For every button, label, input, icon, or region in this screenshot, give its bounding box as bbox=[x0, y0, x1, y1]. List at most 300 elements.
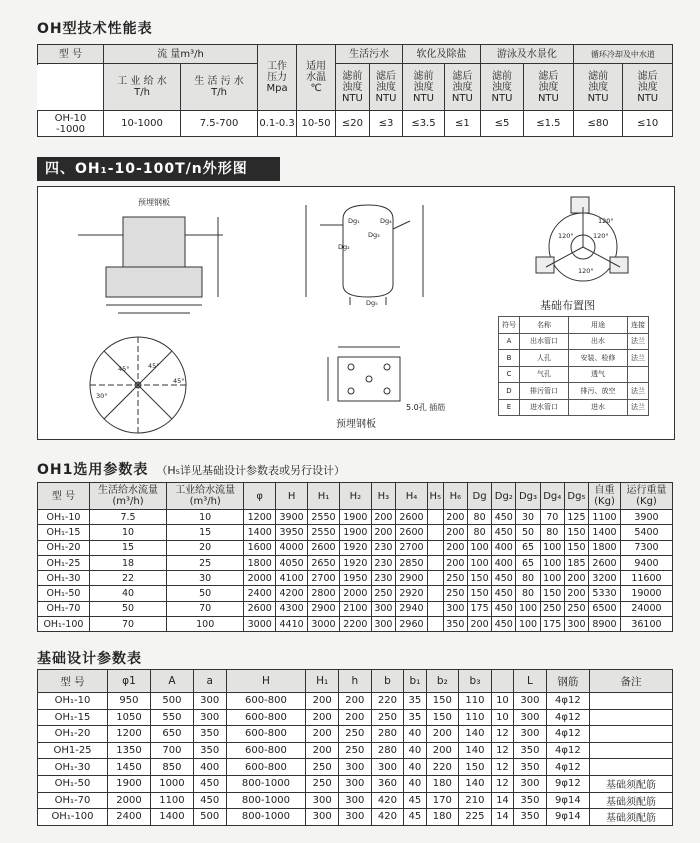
cell: 220 bbox=[371, 693, 404, 710]
cell: 2600 bbox=[589, 555, 621, 570]
legend-cell: 法兰 bbox=[628, 350, 649, 367]
cell: 4050 bbox=[276, 555, 308, 570]
foundation-table bbox=[37, 669, 673, 826]
cell: OH₁-10 bbox=[38, 693, 108, 710]
cell: 650 bbox=[150, 726, 193, 743]
cell: 200 bbox=[564, 571, 588, 586]
legend-cell: 气孔 bbox=[520, 366, 569, 383]
cell: 230 bbox=[371, 571, 395, 586]
legend-cell: 法兰 bbox=[628, 399, 649, 416]
cell: 125 bbox=[564, 510, 588, 525]
cell: 300 bbox=[338, 809, 371, 826]
table-row bbox=[38, 540, 673, 555]
legend-row bbox=[499, 333, 649, 350]
cell: 14 bbox=[491, 809, 513, 826]
cell: OH₁-100 bbox=[38, 809, 108, 826]
col-header: Dg₅ bbox=[564, 483, 588, 510]
cell: 2960 bbox=[396, 617, 428, 632]
cell: 45 bbox=[404, 792, 426, 809]
cell: 200 bbox=[426, 726, 459, 743]
cell: OH₁-50 bbox=[38, 586, 90, 601]
cell: 220 bbox=[426, 759, 459, 776]
cell: OH₁-25 bbox=[38, 555, 90, 570]
cell: 6500 bbox=[589, 601, 621, 616]
cell: 100 bbox=[540, 555, 564, 570]
cell: 600-800 bbox=[226, 709, 306, 726]
cell: 2850 bbox=[396, 555, 428, 570]
cell: 7.5 bbox=[89, 510, 166, 525]
cell: 350 bbox=[514, 742, 547, 759]
cell: 4000 bbox=[276, 540, 308, 555]
cell: 450 bbox=[492, 601, 516, 616]
col-header: b₁ bbox=[404, 670, 426, 693]
col-header: H₁ bbox=[308, 483, 340, 510]
cell: 600-800 bbox=[226, 693, 306, 710]
cell: 350 bbox=[443, 617, 467, 632]
cell: 20 bbox=[167, 540, 244, 555]
group-2: 游泳及水景化 bbox=[480, 45, 573, 64]
cell: 500 bbox=[193, 809, 226, 826]
cell: 300 bbox=[514, 693, 547, 710]
cell: 1000 bbox=[150, 775, 193, 792]
foundation-layout-label: 基础布置图 bbox=[540, 299, 595, 312]
cell: 450 bbox=[492, 571, 516, 586]
cell: 150 bbox=[426, 709, 459, 726]
cell: OH₁-30 bbox=[38, 571, 90, 586]
angle-label: 120° bbox=[578, 267, 594, 275]
cell: 1900 bbox=[108, 775, 151, 792]
tank-label: Dg₂ bbox=[338, 243, 350, 251]
cell: 10 bbox=[89, 525, 166, 540]
cell: 9φ12 bbox=[546, 775, 589, 792]
legend-cell: 法兰 bbox=[628, 383, 649, 400]
col-header: h bbox=[338, 670, 371, 693]
cell: 65 bbox=[516, 555, 540, 570]
cell: 4φ12 bbox=[546, 693, 589, 710]
cell: 225 bbox=[459, 809, 492, 826]
group-0: 生活污水 bbox=[336, 45, 403, 64]
found-title: 基础设计参数表 bbox=[37, 651, 142, 667]
col-header: 自重 (Kg) bbox=[589, 483, 621, 510]
cell: 2200 bbox=[339, 617, 371, 632]
col-header: H₂ bbox=[339, 483, 371, 510]
cell: 200 bbox=[306, 693, 339, 710]
col-header: H₃ bbox=[371, 483, 395, 510]
cell: 300 bbox=[338, 775, 371, 792]
cell: 2900 bbox=[396, 571, 428, 586]
angle-label: 120° bbox=[598, 217, 614, 225]
cell: 100 bbox=[467, 540, 491, 555]
legend-cell: 出水 bbox=[569, 333, 628, 350]
legend-cell: 法兰 bbox=[628, 333, 649, 350]
table-row bbox=[38, 775, 673, 792]
legend-table bbox=[498, 316, 649, 416]
cell: 550 bbox=[150, 709, 193, 726]
legend-header: 名称 bbox=[520, 317, 569, 334]
cell: 1400 bbox=[150, 809, 193, 826]
cell: 15 bbox=[167, 525, 244, 540]
cell: 150 bbox=[459, 759, 492, 776]
cell: 40 bbox=[404, 775, 426, 792]
sel-note: （H₅详见基础设计参数表或另行设计） bbox=[156, 464, 346, 477]
cell: OH₁-50 bbox=[38, 775, 108, 792]
table-row bbox=[38, 709, 673, 726]
cell: 40 bbox=[404, 742, 426, 759]
cell: 45 bbox=[404, 809, 426, 826]
cell: 280 bbox=[371, 726, 404, 743]
cell: ≤5 bbox=[480, 111, 523, 137]
cell: 7300 bbox=[620, 540, 672, 555]
col-header: 运行重量 (Kg) bbox=[620, 483, 672, 510]
legend-row bbox=[499, 383, 649, 400]
table-row bbox=[38, 111, 673, 137]
cell: 110 bbox=[459, 693, 492, 710]
cell: 2800 bbox=[308, 586, 340, 601]
cell: 2600 bbox=[396, 510, 428, 525]
cell: OH₁-15 bbox=[38, 525, 90, 540]
tank-label: Dg₅ bbox=[366, 299, 378, 307]
cell: 1050 bbox=[108, 709, 151, 726]
cell: 80 bbox=[516, 586, 540, 601]
cell: 35 bbox=[404, 709, 426, 726]
col-header: Dg₂ bbox=[492, 483, 516, 510]
cell: 400 bbox=[193, 759, 226, 776]
table-row bbox=[38, 601, 673, 616]
cell: 1350 bbox=[108, 742, 151, 759]
cell: 2400 bbox=[108, 809, 151, 826]
cell: 230 bbox=[371, 555, 395, 570]
cell: 200 bbox=[306, 742, 339, 759]
cell: 350 bbox=[514, 809, 547, 826]
cell: 250 bbox=[338, 742, 371, 759]
sub-before: 滤前 浊度 NTU bbox=[403, 64, 445, 111]
legend-header: 用途 bbox=[569, 317, 628, 334]
cell: 4φ12 bbox=[546, 726, 589, 743]
legend-cell: 排污、放空 bbox=[569, 383, 628, 400]
cell bbox=[590, 726, 673, 743]
cell: 800-1000 bbox=[226, 792, 306, 809]
cell bbox=[427, 617, 443, 632]
section-banner: 四、OH₁-10-100T/n外形图 bbox=[37, 157, 280, 181]
col-header: b₂ bbox=[426, 670, 459, 693]
cell: 70 bbox=[167, 601, 244, 616]
col-header: 型 号 bbox=[38, 670, 108, 693]
table-row bbox=[38, 555, 673, 570]
cell: OH₁-10 bbox=[38, 510, 90, 525]
cell: 100 bbox=[516, 617, 540, 632]
cell bbox=[590, 759, 673, 776]
cell: OH₁-20 bbox=[38, 540, 90, 555]
cell: 12 bbox=[491, 759, 513, 776]
col-header: φ1 bbox=[108, 670, 151, 693]
cell: 450 bbox=[193, 792, 226, 809]
performance-table bbox=[37, 44, 673, 137]
cell: 175 bbox=[540, 617, 564, 632]
cell: 200 bbox=[426, 742, 459, 759]
cell: 200 bbox=[371, 510, 395, 525]
cell: 150 bbox=[426, 693, 459, 710]
col-header: b₃ bbox=[459, 670, 492, 693]
cell: 2000 bbox=[244, 571, 276, 586]
cell: ≤80 bbox=[573, 111, 623, 137]
cell: 950 bbox=[108, 693, 151, 710]
cell: 250 bbox=[338, 726, 371, 743]
legend-cell: D bbox=[499, 383, 520, 400]
sel-title: OH1选用参数表 bbox=[37, 462, 149, 478]
legend-cell: 透气 bbox=[569, 366, 628, 383]
cell: 基础须配筋 bbox=[590, 792, 673, 809]
cell: 12 bbox=[491, 726, 513, 743]
cell: 2650 bbox=[308, 555, 340, 570]
cell: 1450 bbox=[108, 759, 151, 776]
cell bbox=[590, 693, 673, 710]
cell: 250 bbox=[371, 709, 404, 726]
cell: 300 bbox=[564, 617, 588, 632]
cell: 185 bbox=[564, 555, 588, 570]
cell: 1920 bbox=[339, 540, 371, 555]
cell bbox=[427, 555, 443, 570]
cell: 基础须配筋 bbox=[590, 775, 673, 792]
cell: 80 bbox=[516, 571, 540, 586]
cell: 12 bbox=[491, 775, 513, 792]
cell: 1600 bbox=[244, 540, 276, 555]
col-header: 生活给水流量 (m³/h) bbox=[89, 483, 166, 510]
col-header: H₁ bbox=[306, 670, 339, 693]
cell: 8900 bbox=[589, 617, 621, 632]
cell: 300 bbox=[338, 759, 371, 776]
cell: 100 bbox=[540, 540, 564, 555]
cell: 700 bbox=[150, 742, 193, 759]
cell: 250 bbox=[306, 759, 339, 776]
cell: 200 bbox=[306, 709, 339, 726]
cell: 500 bbox=[150, 693, 193, 710]
sub-before: 滤前 浊度 NTU bbox=[480, 64, 523, 111]
cell: 1800 bbox=[244, 555, 276, 570]
cell: 5330 bbox=[589, 586, 621, 601]
cell: 100 bbox=[540, 571, 564, 586]
cell: 180 bbox=[426, 775, 459, 792]
legend-cell: 人孔 bbox=[520, 350, 569, 367]
col-header: 工业给水流量 (m³/h) bbox=[167, 483, 244, 510]
tank-label: Dg₄ bbox=[380, 217, 392, 225]
cell: 100 bbox=[516, 601, 540, 616]
col-header: 钢筋 bbox=[546, 670, 589, 693]
cell: 15 bbox=[89, 540, 166, 555]
cell: 2100 bbox=[339, 601, 371, 616]
h-flow: 流 量m³/h bbox=[104, 45, 258, 64]
sub-after: 滤后 浊度 NTU bbox=[444, 64, 480, 111]
legend-header: 符号 bbox=[499, 317, 520, 334]
cell: 350 bbox=[193, 726, 226, 743]
cell: 9φ14 bbox=[546, 792, 589, 809]
cell: 300 bbox=[193, 709, 226, 726]
cell: 600-800 bbox=[226, 759, 306, 776]
cell bbox=[590, 709, 673, 726]
cell: 100 bbox=[467, 555, 491, 570]
cell: 19000 bbox=[620, 586, 672, 601]
table-row bbox=[38, 693, 673, 710]
bolt-label: 5.0孔 插筋 bbox=[406, 403, 446, 412]
cell: 7.5-700 bbox=[181, 111, 258, 137]
col-header: H₆ bbox=[443, 483, 467, 510]
cell bbox=[590, 742, 673, 759]
legend-cell: 出水管口 bbox=[520, 333, 569, 350]
cell: 2940 bbox=[396, 601, 428, 616]
h-domestic: 生 活 污 水 T/h bbox=[181, 64, 258, 111]
cell: OH₁-20 bbox=[38, 726, 108, 743]
cell: 4φ12 bbox=[546, 742, 589, 759]
cell: 150 bbox=[467, 586, 491, 601]
cell: 250 bbox=[564, 601, 588, 616]
cell: ≤1.5 bbox=[524, 111, 574, 137]
cell: 300 bbox=[514, 775, 547, 792]
table-row bbox=[38, 726, 673, 743]
cell: 300 bbox=[338, 792, 371, 809]
cell: OH₁-15 bbox=[38, 709, 108, 726]
col-header: 备注 bbox=[590, 670, 673, 693]
cell bbox=[427, 510, 443, 525]
tank-label: Dg₃ bbox=[368, 231, 380, 239]
cell: 450 bbox=[492, 510, 516, 525]
col-header: H₄ bbox=[396, 483, 428, 510]
col-header: 型 号 bbox=[38, 483, 90, 510]
cell: 9400 bbox=[620, 555, 672, 570]
cell: 600-800 bbox=[226, 726, 306, 743]
cell: OH₁-70 bbox=[38, 792, 108, 809]
cell: 300 bbox=[371, 601, 395, 616]
cell: 80 bbox=[540, 525, 564, 540]
cell: 2600 bbox=[396, 525, 428, 540]
cell: 1400 bbox=[244, 525, 276, 540]
legend-cell: 进水管口 bbox=[520, 399, 569, 416]
cell: 70 bbox=[89, 617, 166, 632]
cell: 800-1000 bbox=[226, 775, 306, 792]
angle-label: 45° bbox=[173, 377, 185, 385]
oh-title: OH型技术性能表 bbox=[37, 21, 153, 37]
cell: 30 bbox=[516, 510, 540, 525]
cell: 300 bbox=[193, 693, 226, 710]
cell: 200 bbox=[338, 693, 371, 710]
cell: 400 bbox=[492, 540, 516, 555]
cell: 基础须配筋 bbox=[590, 809, 673, 826]
cell: 2550 bbox=[308, 510, 340, 525]
cell: 24000 bbox=[620, 601, 672, 616]
cell bbox=[427, 540, 443, 555]
cell: 2600 bbox=[244, 601, 276, 616]
cell: 250 bbox=[443, 571, 467, 586]
angle-label: 45° bbox=[118, 365, 130, 373]
cell: 175 bbox=[467, 601, 491, 616]
cell: OH₁-30 bbox=[38, 759, 108, 776]
cell: 300 bbox=[306, 809, 339, 826]
cell: 10 bbox=[167, 510, 244, 525]
cell: 1920 bbox=[339, 555, 371, 570]
cell: 1200 bbox=[244, 510, 276, 525]
angle-label: 45° bbox=[148, 362, 160, 370]
cell: 450 bbox=[492, 525, 516, 540]
plate-bottom-label: 预埋钢板 bbox=[336, 419, 376, 430]
cell: 140 bbox=[459, 726, 492, 743]
cell: 10 bbox=[491, 709, 513, 726]
cell: 70 bbox=[540, 510, 564, 525]
col-header: H bbox=[276, 483, 308, 510]
cell: 280 bbox=[371, 742, 404, 759]
cell: 10 bbox=[491, 693, 513, 710]
cell: 1950 bbox=[339, 571, 371, 586]
angle-label: 120° bbox=[593, 232, 609, 240]
cell: 3900 bbox=[620, 510, 672, 525]
cell: 850 bbox=[150, 759, 193, 776]
plate-label: 预埋钢板 bbox=[138, 198, 170, 207]
h-model: 型 号 bbox=[38, 45, 104, 64]
cell: 200 bbox=[467, 617, 491, 632]
cell: 5400 bbox=[620, 525, 672, 540]
cell: 250 bbox=[306, 775, 339, 792]
cell: 25 bbox=[167, 555, 244, 570]
cell: 50 bbox=[167, 586, 244, 601]
col-header: φ bbox=[244, 483, 276, 510]
cell: 2000 bbox=[339, 586, 371, 601]
angle-label: 30° bbox=[96, 392, 108, 400]
cell: 4410 bbox=[276, 617, 308, 632]
cell: 200 bbox=[564, 586, 588, 601]
cell: 210 bbox=[459, 792, 492, 809]
cell: 30 bbox=[167, 571, 244, 586]
cell: 200 bbox=[443, 510, 467, 525]
cell: 35 bbox=[404, 693, 426, 710]
cell: 1900 bbox=[339, 525, 371, 540]
cell: 65 bbox=[516, 540, 540, 555]
cell: 4100 bbox=[276, 571, 308, 586]
cell: 180 bbox=[426, 809, 459, 826]
cell: 50 bbox=[516, 525, 540, 540]
cell bbox=[427, 525, 443, 540]
cell: 450 bbox=[193, 775, 226, 792]
cell: 1800 bbox=[589, 540, 621, 555]
cell: 1100 bbox=[150, 792, 193, 809]
col-header: H bbox=[226, 670, 306, 693]
cell: 12 bbox=[491, 742, 513, 759]
cell: 300 bbox=[514, 709, 547, 726]
cell: 200 bbox=[443, 525, 467, 540]
cell: 10-50 bbox=[297, 111, 336, 137]
col-header: Dg₄ bbox=[540, 483, 564, 510]
cell: 200 bbox=[443, 540, 467, 555]
legend-cell: 排污管口 bbox=[520, 383, 569, 400]
cell: 600-800 bbox=[226, 742, 306, 759]
cell: 2700 bbox=[308, 571, 340, 586]
cell: 450 bbox=[492, 617, 516, 632]
cell: ≤3 bbox=[369, 111, 402, 137]
legend-cell: 安装、检修 bbox=[569, 350, 628, 367]
table-row bbox=[38, 510, 673, 525]
cell bbox=[427, 601, 443, 616]
cell: 420 bbox=[371, 809, 404, 826]
cell: 2400 bbox=[244, 586, 276, 601]
legend-row bbox=[499, 350, 649, 367]
legend-row bbox=[499, 399, 649, 416]
cell bbox=[427, 586, 443, 601]
table-row bbox=[38, 759, 673, 776]
cell: 200 bbox=[338, 709, 371, 726]
cell: 3200 bbox=[589, 571, 621, 586]
sub-after: 滤后 浊度 NTU bbox=[524, 64, 574, 111]
cell: 10-1000 bbox=[104, 111, 181, 137]
legend-cell: A bbox=[499, 333, 520, 350]
cell: 3000 bbox=[308, 617, 340, 632]
cell: 22 bbox=[89, 571, 166, 586]
legend-cell: B bbox=[499, 350, 520, 367]
